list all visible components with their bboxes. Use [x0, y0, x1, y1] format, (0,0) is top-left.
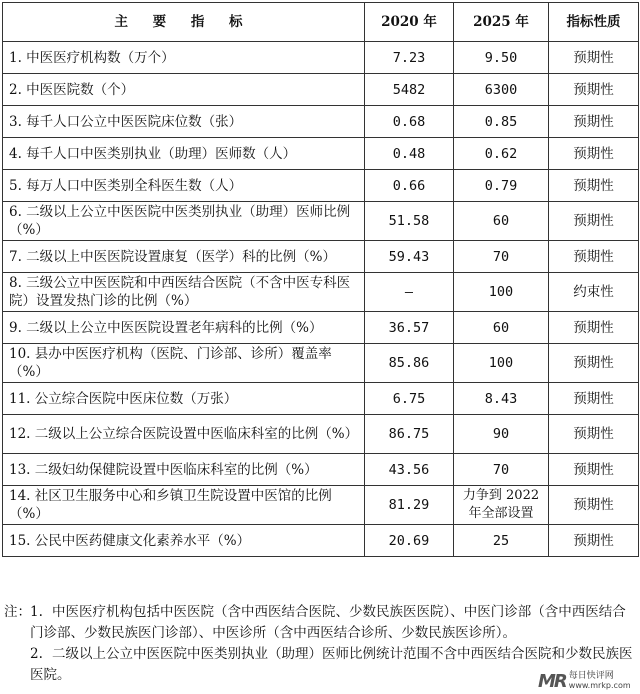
nature-cell: 预期性 [549, 344, 639, 383]
value-2020-cell: 0.68 [365, 106, 454, 138]
nature-cell: 预期性 [549, 525, 639, 557]
nature-cell: 预期性 [549, 42, 639, 74]
value-2025-cell: 0.62 [454, 138, 549, 170]
note-text: 中医医疗机构包括中医医院（含中西医结合医院、少数民族医医院）、中医门诊部（含中西医结合门诊部、少数民族医门诊部）、中医诊所（含中西医结合诊所、少数民族医诊所）。 [30, 604, 626, 641]
table-row [3, 344, 639, 383]
table-row [3, 42, 639, 74]
indicator-cell: 7. 二级以上中医医院设置康复（医学）科的比例（%） [3, 241, 365, 273]
nature-cell: 预期性 [549, 74, 639, 106]
value-2020-cell: 86.75 [365, 415, 454, 454]
indicator-cell: 15. 公民中医药健康文化素养水平（%） [3, 525, 365, 557]
indicator-cell: 4. 每千人口中医类别执业（助理）医师数（人） [3, 138, 365, 170]
table-row [3, 170, 639, 202]
value-2020-cell: — [365, 273, 454, 312]
table-row [3, 383, 639, 415]
header-2025: 2025 年 [454, 3, 549, 42]
header-2020: 2020 年 [365, 3, 454, 42]
table-header-row [3, 3, 639, 42]
value-2025-cell: 60 [454, 312, 549, 344]
indicator-cell: 8. 三级公立中医医院和中西医结合医院（不含中医专科医院）设置发热门诊的比例（%） [3, 273, 365, 312]
table-row [3, 454, 639, 486]
value-2025-cell: 6300 [454, 74, 549, 106]
notes-label: 注： [4, 604, 31, 620]
value-2025-cell: 8.43 [454, 383, 549, 415]
value-2020-cell: 0.48 [365, 138, 454, 170]
table-row [3, 241, 639, 273]
note-number: 1. [30, 604, 43, 620]
value-2025-cell: 60 [454, 202, 549, 241]
value-2025-cell: 0.79 [454, 170, 549, 202]
indicator-cell: 1. 中医医疗机构数（万个） [3, 42, 365, 74]
nature-cell: 预期性 [549, 454, 639, 486]
indicator-cell: 2. 中医医院数（个） [3, 74, 365, 106]
value-2025-cell: 70 [454, 241, 549, 273]
table-row [3, 273, 639, 312]
note-item-1 [4, 602, 636, 644]
table-row [3, 202, 639, 241]
value-2020-cell: 85.86 [365, 344, 454, 383]
watermark-logo: MR [538, 670, 566, 692]
note-text: 二级以上公立中医医院中医类别执业（助理）医师比例统计范围不含中西医结合医院和少数民族医医院。 [30, 646, 633, 683]
table-body [3, 42, 639, 557]
value-2020-cell: 43.56 [365, 454, 454, 486]
nature-cell: 预期性 [549, 383, 639, 415]
note-number: 2. [30, 646, 43, 662]
value-2025-cell: 25 [454, 525, 549, 557]
value-2020-cell: 81.29 [365, 486, 454, 525]
table-row [3, 74, 639, 106]
indicator-cell: 10. 县办中医医疗机构（医院、门诊部、诊所）覆盖率（%） [3, 344, 365, 383]
indicator-cell: 11. 公立综合医院中医床位数（万张） [3, 383, 365, 415]
nature-cell: 预期性 [549, 138, 639, 170]
value-2020-cell: 0.66 [365, 170, 454, 202]
value-2020-cell: 5482 [365, 74, 454, 106]
table-row [3, 525, 639, 557]
indicator-cell: 13. 二级妇幼保健院设置中医临床科室的比例（%） [3, 454, 365, 486]
value-2025-cell: 100 [454, 344, 549, 383]
indicator-cell: 12. 二级以上公立综合医院设置中医临床科室的比例（%） [3, 415, 365, 454]
value-2020-cell: 51.58 [365, 202, 454, 241]
indicator-cell: 5. 每万人口中医类别全科医生数（人） [3, 170, 365, 202]
value-2020-cell: 36.57 [365, 312, 454, 344]
indicator-cell: 3. 每千人口公立中医医院床位数（张） [3, 106, 365, 138]
nature-cell: 预期性 [549, 106, 639, 138]
table-row [3, 138, 639, 170]
table-row [3, 415, 639, 454]
watermark [538, 670, 636, 692]
value-2025-cell: 70 [454, 454, 549, 486]
header-nature: 指标性质 [549, 3, 639, 42]
nature-cell: 预期性 [549, 312, 639, 344]
nature-cell: 预期性 [549, 202, 639, 241]
header-indicator: 主 要 指 标 [3, 3, 365, 42]
value-2025-cell: 100 [454, 273, 549, 312]
nature-cell: 预期性 [549, 486, 639, 525]
nature-cell: 预期性 [549, 415, 639, 454]
nature-cell: 约束性 [549, 273, 639, 312]
indicator-table [2, 2, 639, 557]
indicator-cell: 14. 社区卫生服务中心和乡镇卫生院设置中医馆的比例（%） [3, 486, 365, 525]
value-2020-cell: 59.43 [365, 241, 454, 273]
value-2025-cell: 力争到 2022 年全部设置 [454, 486, 549, 525]
table-row [3, 486, 639, 525]
table-row [3, 312, 639, 344]
value-2020-cell: 7.23 [365, 42, 454, 74]
nature-cell: 预期性 [549, 241, 639, 273]
value-2025-cell: 0.85 [454, 106, 549, 138]
nature-cell: 预期性 [549, 170, 639, 202]
watermark-url: www.mrkp.com [568, 681, 631, 690]
value-2025-cell: 9.50 [454, 42, 549, 74]
watermark-name: 每日快评网 [568, 671, 614, 681]
table-row [3, 106, 639, 138]
value-2025-cell: 90 [454, 415, 549, 454]
value-2020-cell: 20.69 [365, 525, 454, 557]
indicator-cell: 6. 二级以上公立中医医院中医类别执业（助理）医师比例（%） [3, 202, 365, 241]
indicator-cell: 9. 二级以上公立中医医院设置老年病科的比例（%） [3, 312, 365, 344]
value-2020-cell: 6.75 [365, 383, 454, 415]
